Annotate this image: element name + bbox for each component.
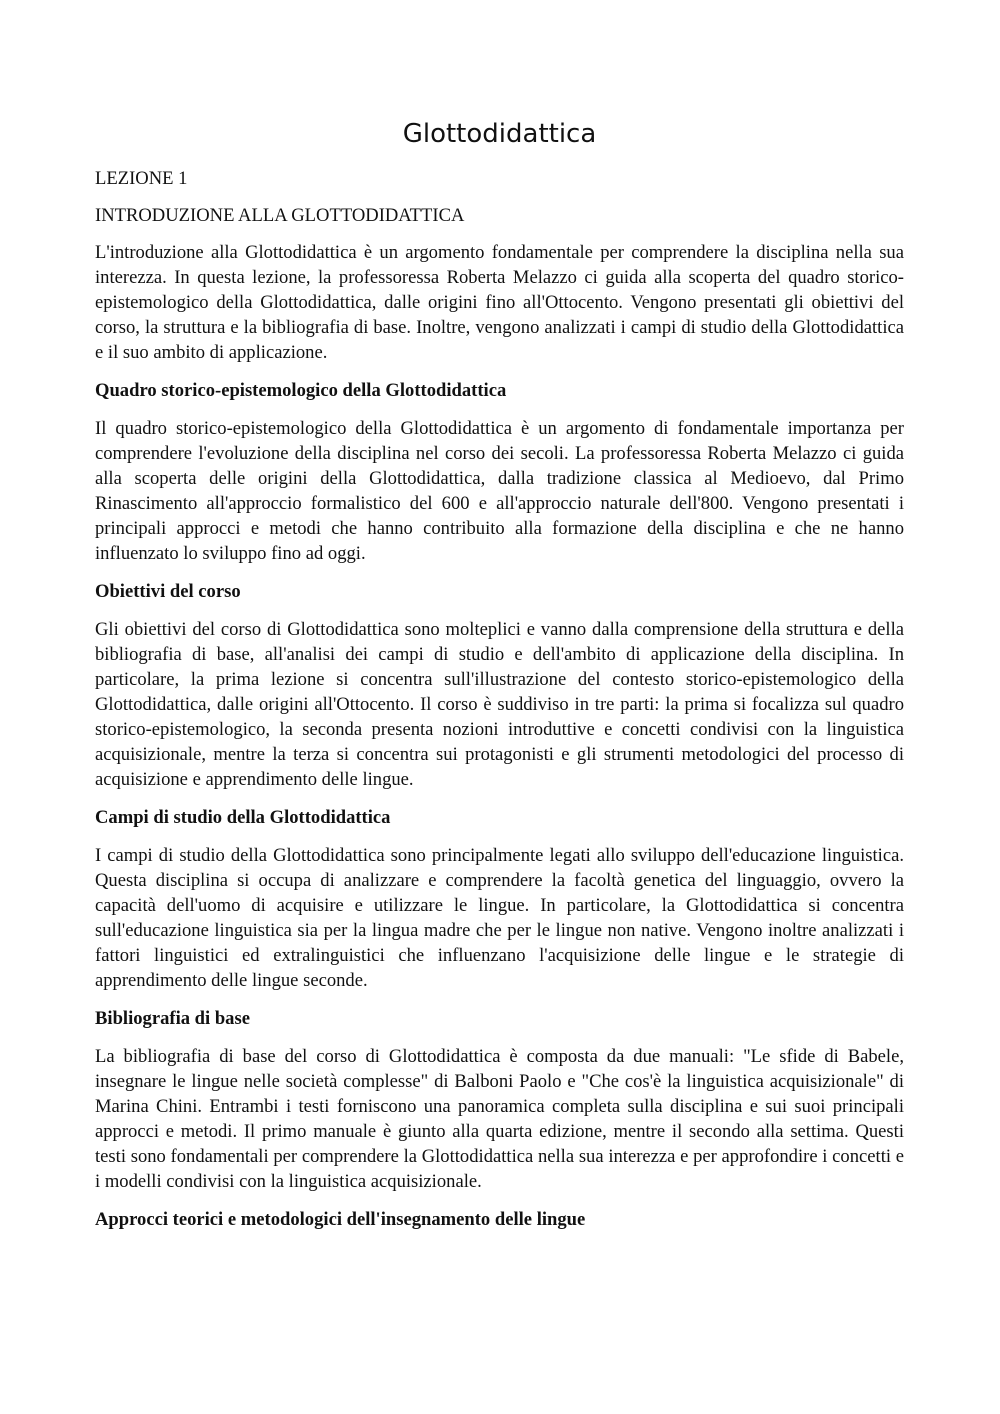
section-heading: Approcci teorici e metodologici dell'insegnamento delle lingue [95,1209,586,1230]
section-heading: Quadro storico-epistemologico della Glottodidattica [95,380,507,401]
section-heading: Bibliografia di base [95,1008,250,1029]
lesson-title: INTRODUZIONE ALLA GLOTTODIDATTICA [95,205,465,226]
lesson-label: LEZIONE 1 [95,168,188,189]
document-title: Glottodidattica [402,119,597,149]
section-paragraph: Il quadro storico-epistemologico della Glottodidattica è un argomento di fondamentale importanza per comprendere l'evoluzione della disciplina nel corso dei secoli. La professoressa Roberta Melazzo ci guida alla scoperta delle origini della Glottodidattica, dalla tradizione classica al Medioevo, dal Primo Rinascimento all'approccio formalistico del 600 e all'approccio naturale dell'800. Vengono presentati i principali approcci e metodi che hanno contribuito alla formazione della disciplina e che ne hanno influenzato lo sviluppo fino ad oggi. [95,418,904,564]
section-paragraph: La bibliografia di base del corso di Glottodidattica è composta da due manuali: "Le sfide di Babele, insegnare le lingue nelle società complesse" di Balboni Paolo e "Che cos'è la linguistica acquisizionale" di Marina Chini. Entrambi i testi forniscono una panoramica completa sulla disciplina e sui suoi principali approcci e metodi. Il primo manuale è giunto alla quarta edizione, mentre il secondo alla settima. Questi testi sono fondamentali per comprendere la Glottodidattica nella sua interezza e per approfondire i concetti e i modelli condivisi con la linguistica acquisizionale. [95,1046,904,1192]
section-paragraph: Gli obiettivi del corso di Glottodidattica sono molteplici e vanno dalla comprensione della struttura e della bibliografia di base, all'analisi dei campi di studio e dell'ambito di applicazione della disciplina. In particolare, la prima lezione si concentra sull'illustrazione del contesto storico-epistemologico della Glottodidattica, dalle origini all'Ottocento. Il corso è suddiviso in tre parti: la prima si focalizza sul quadro storico-epistemologico, la seconda presenta nozioni introduttive e concetti condivisi con la linguistica acquisizionale, mentre la terza si concentra sui protagonisti e gli strumenti metodologici del processo di acquisizione e apprendimento delle lingue. [95,619,904,790]
intro-paragraph: L'introduzione alla Glottodidattica è un argomento fondamentale per comprendere la disciplina nella sua interezza. In questa lezione, la professoressa Roberta Melazzo ci guida alla scoperta del quadro storico-epistemologico della Glottodidattica, dalle origini fino all'Ottocento. Vengono presentati gli obiettivi del corso, la struttura e la bibliografia di base. Inoltre, vengono analizzati i campi di studio della Glottodidattica e il suo ambito di applicazione. [95,242,904,363]
section-heading: Campi di studio della Glottodidattica [95,807,391,828]
document-page [95,112,904,1245]
section-heading: Obiettivi del corso [95,581,241,602]
section-paragraph: I campi di studio della Glottodidattica sono principalmente legati allo sviluppo dell'educazione linguistica. Questa disciplina si occupa di analizzare e comprendere la facoltà genetica del linguaggio, ovvero la capacità dell'uomo di acquisire e utilizzare le lingue. In particolare, la Glottodidattica si concentra sull'educazione linguistica sia per la lingua madre che per le lingue non native. Vengono inoltre analizzati i fattori linguistici ed extralinguistici che influenzano l'acquisizione delle lingue e le strategie di apprendimento delle lingue seconde. [95,845,904,991]
